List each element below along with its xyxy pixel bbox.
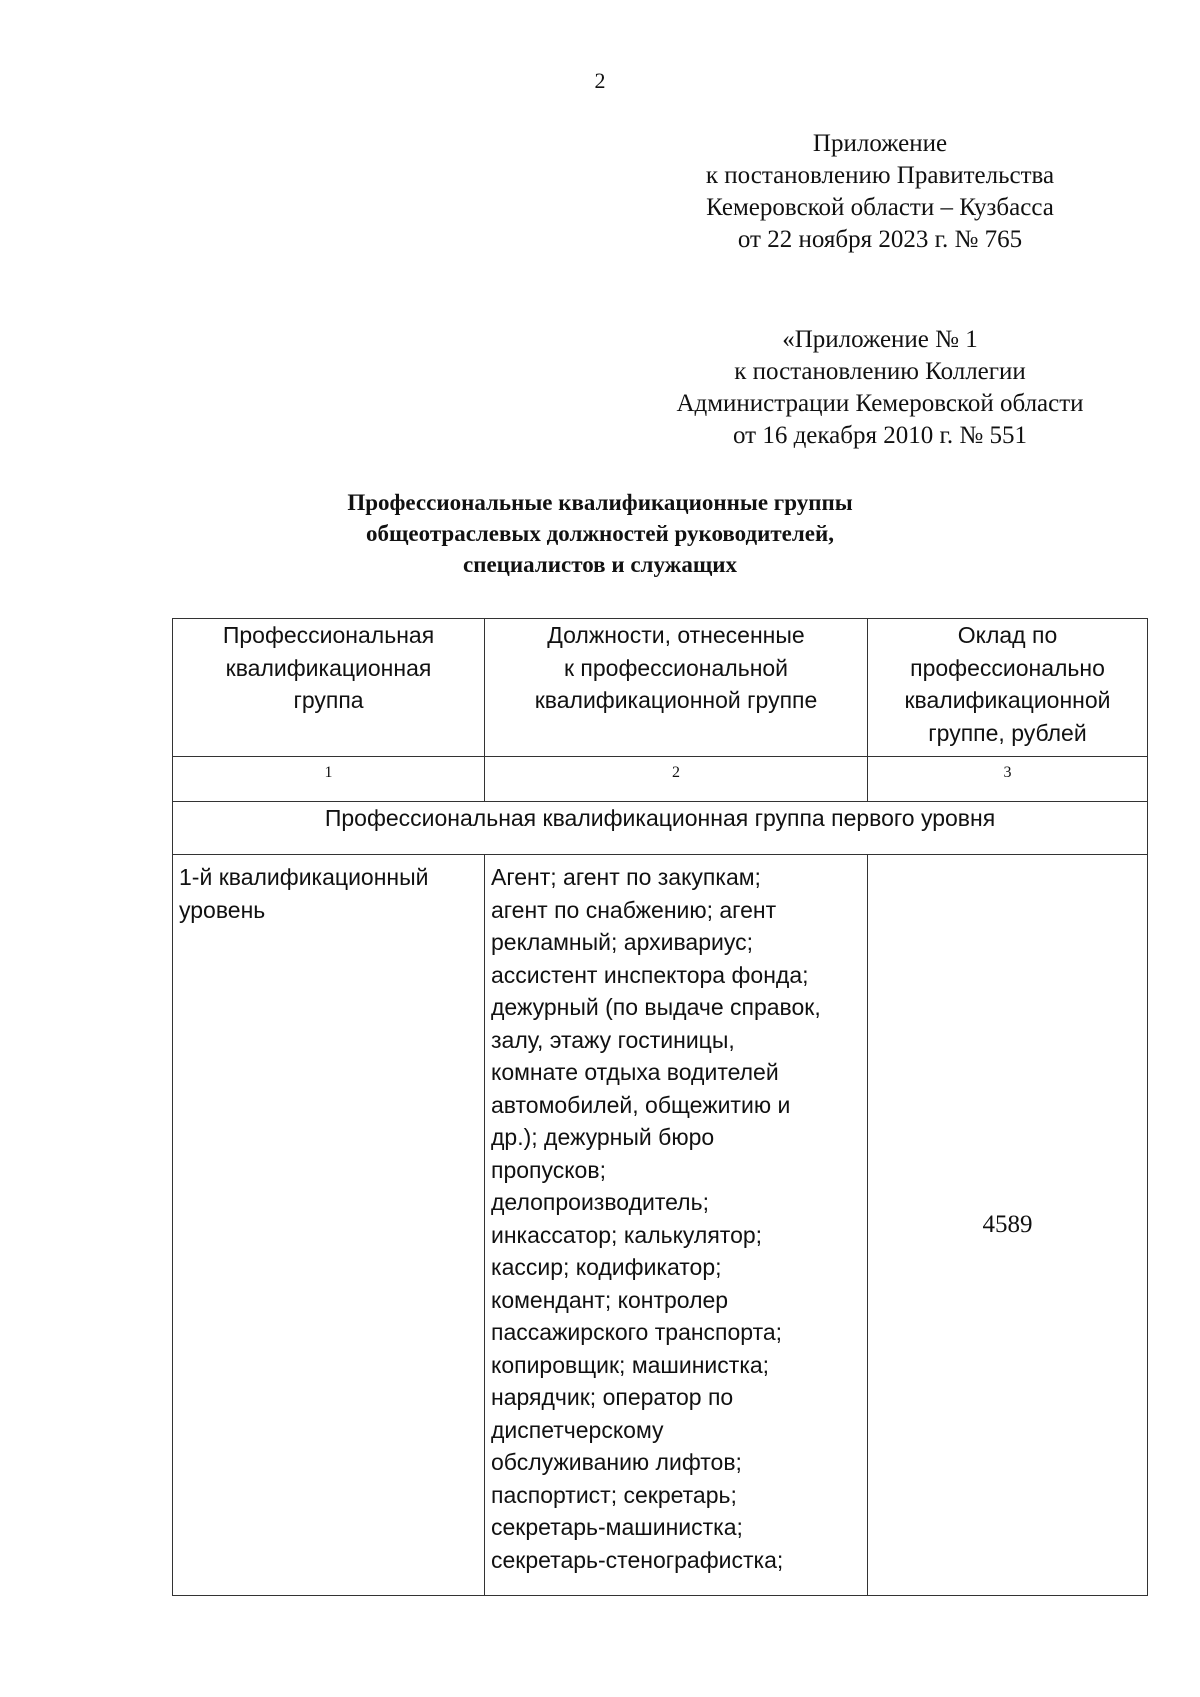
header-line: группа bbox=[293, 687, 364, 713]
header-line: к профессиональной bbox=[563, 654, 789, 681]
page-number: 2 bbox=[594, 68, 606, 93]
qualification-level-cell bbox=[173, 855, 485, 1596]
group-title: Профессиональная квалификационная группа первого уровня bbox=[173, 802, 1148, 855]
positions-cell bbox=[485, 855, 868, 1596]
attachment-line: от 22 ноября 2023 г. № 765 bbox=[737, 226, 1023, 253]
header-line: Оклад по bbox=[957, 622, 1058, 648]
title-line: Профессиональные квалификационные группы bbox=[347, 490, 853, 515]
position-line: пропусков; bbox=[491, 1156, 606, 1183]
document-title bbox=[0, 487, 1200, 580]
qualification-table bbox=[172, 618, 1148, 1596]
position-line: копировщик; машинистка; bbox=[491, 1351, 770, 1378]
position-line: рекламный; архивариус; bbox=[491, 929, 753, 955]
header-line: квалификационной группе bbox=[534, 687, 818, 713]
position-line: залу, этажу гостиницы, bbox=[491, 1026, 735, 1053]
header-cell-positions bbox=[485, 619, 868, 757]
attachment-line: Кемеровской области – Кузбасса bbox=[706, 194, 1054, 221]
position-line: инкассатор; калькулятор; bbox=[491, 1221, 763, 1248]
position-line: ассистент инспектора фонда; bbox=[491, 961, 809, 988]
attachment-block-original bbox=[620, 324, 1140, 452]
column-number: 3 bbox=[868, 757, 1148, 802]
header-cell-salary bbox=[868, 619, 1148, 757]
attachment-block-current bbox=[640, 128, 1120, 256]
header-line: квалификационной bbox=[904, 687, 1111, 713]
position-line: др.); дежурный бюро bbox=[491, 1124, 715, 1150]
position-line: дежурный (по выдаче справок, bbox=[491, 994, 821, 1020]
position-line: диспетчерскому bbox=[491, 1416, 664, 1443]
header-cell-group bbox=[173, 619, 485, 757]
header-line: Профессиональная bbox=[222, 622, 435, 648]
level-line: уровень bbox=[179, 896, 266, 923]
header-line: группе, рублей bbox=[928, 719, 1087, 746]
position-line: паспортист; секретарь; bbox=[491, 1481, 737, 1508]
table-row bbox=[173, 855, 1148, 1596]
salary-cell: 4589 bbox=[868, 855, 1148, 1596]
position-line: обслуживанию лифтов; bbox=[491, 1449, 742, 1475]
title-line: специалистов и служащих bbox=[463, 552, 737, 577]
position-line: Агент; агент по закупкам; bbox=[491, 864, 761, 890]
position-line: секретарь-стенографистка; bbox=[491, 1546, 784, 1573]
attachment-line: от 16 декабря 2010 г. № 551 bbox=[732, 422, 1028, 449]
position-line: секретарь-машинистка; bbox=[491, 1514, 743, 1540]
group-title-row bbox=[173, 802, 1148, 855]
header-line: Должности, отнесенные bbox=[547, 622, 805, 648]
level-line: 1-й квалификационный bbox=[179, 864, 429, 890]
position-line: кассир; кодификатор; bbox=[491, 1254, 722, 1280]
attachment-line: Приложение bbox=[812, 130, 948, 157]
attachment-line: «Приложение № 1 bbox=[782, 326, 978, 353]
attachment-line: к постановлению Правительства bbox=[705, 162, 1055, 189]
position-line: комнате отдыха водителей bbox=[491, 1059, 779, 1085]
column-number: 2 bbox=[485, 757, 868, 802]
position-line: нарядчик; оператор по bbox=[491, 1384, 734, 1410]
position-line: пассажирского транспорта; bbox=[491, 1319, 783, 1345]
column-number-row bbox=[173, 757, 1148, 802]
table-header-row bbox=[173, 619, 1148, 757]
position-line: автомобилей, общежитию и bbox=[491, 1091, 791, 1118]
title-line: общеотраслевых должностей руководителей, bbox=[366, 521, 834, 546]
column-number: 1 bbox=[173, 757, 485, 802]
header-line: профессионально bbox=[910, 654, 1105, 681]
attachment-line: к постановлению Коллегии bbox=[734, 358, 1026, 385]
position-line: комендант; контролер bbox=[491, 1286, 729, 1313]
position-line: агент по снабжению; агент bbox=[491, 896, 777, 923]
attachment-line: Администрации Кемеровской области bbox=[676, 390, 1084, 417]
position-line: делопроизводитель; bbox=[491, 1189, 709, 1215]
header-line: квалификационная bbox=[225, 654, 432, 681]
